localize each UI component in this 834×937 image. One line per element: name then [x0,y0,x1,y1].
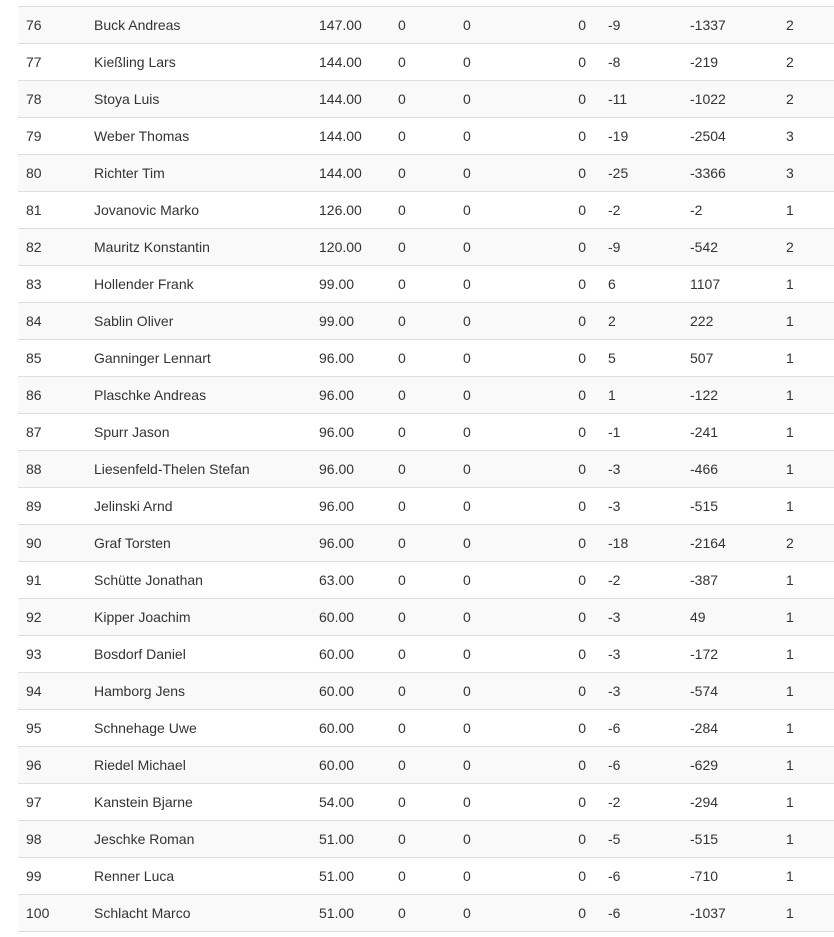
table-row [18,7,834,44]
difference-cell: 1 [608,377,690,414]
player-name-cell: Buck Andreas [94,7,319,44]
value-c-cell: 0 [533,895,608,932]
difference-cell: -8 [608,44,690,81]
table-row [18,562,834,599]
value-c-cell: 0 [533,44,608,81]
points-cell: 96.00 [319,525,398,562]
table-row [18,895,834,932]
player-name-cell: Sablin Oliver [94,303,319,340]
table-row [18,451,834,488]
rank-cell: 92 [18,599,94,636]
difference-cell: -19 [608,118,690,155]
difference-cell: -2 [608,784,690,821]
value-c-cell: 0 [533,710,608,747]
value-b-cell: 0 [463,377,533,414]
value-a-cell: 0 [398,451,463,488]
table-row [18,303,834,340]
table-row [18,821,834,858]
player-name-cell: Plaschke Andreas [94,377,319,414]
value-b-cell: 0 [463,303,533,340]
value-b-cell: 0 [463,340,533,377]
rank-cell: 79 [18,118,94,155]
value-c-cell: 0 [533,747,608,784]
points-cell: 51.00 [319,895,398,932]
difference-cell: -6 [608,858,690,895]
count-cell: 1 [786,895,834,932]
value-a-cell: 0 [398,636,463,673]
player-name-cell: Hamborg Jens [94,673,319,710]
score-diff-cell: -172 [690,636,786,673]
points-cell: 144.00 [319,44,398,81]
rank-cell: 87 [18,414,94,451]
player-name-cell: Hollender Frank [94,266,319,303]
value-c-cell: 0 [533,340,608,377]
rank-cell: 97 [18,784,94,821]
player-name-cell: Mauritz Konstantin [94,229,319,266]
player-name-cell: Jeschke Roman [94,821,319,858]
count-cell: 1 [786,340,834,377]
value-a-cell: 0 [398,562,463,599]
difference-cell: -9 [608,229,690,266]
value-a-cell: 0 [398,118,463,155]
value-b-cell: 0 [463,784,533,821]
points-cell: 54.00 [319,784,398,821]
value-c-cell: 0 [533,266,608,303]
difference-cell: -6 [608,747,690,784]
points-cell: 99.00 [319,266,398,303]
value-b-cell: 0 [463,858,533,895]
rank-cell: 86 [18,377,94,414]
rank-cell: 100 [18,895,94,932]
points-cell: 96.00 [319,414,398,451]
value-a-cell: 0 [398,895,463,932]
difference-cell: -3 [608,599,690,636]
score-diff-cell: -710 [690,858,786,895]
player-name-cell: Jelinski Arnd [94,488,319,525]
value-c-cell: 0 [533,488,608,525]
points-cell: 120.00 [319,229,398,266]
count-cell: 1 [786,599,834,636]
value-a-cell: 0 [398,414,463,451]
table-row [18,155,834,192]
count-cell: 1 [786,377,834,414]
value-a-cell: 0 [398,377,463,414]
difference-cell: -3 [608,673,690,710]
count-cell: 2 [786,7,834,44]
table-row [18,266,834,303]
table-row [18,784,834,821]
rank-cell: 84 [18,303,94,340]
player-name-cell: Bosdorf Daniel [94,636,319,673]
value-c-cell: 0 [533,451,608,488]
rank-cell: 77 [18,44,94,81]
rank-cell: 95 [18,710,94,747]
player-name-cell: Kanstein Bjarne [94,784,319,821]
table-row [18,858,834,895]
score-diff-cell: -387 [690,562,786,599]
value-c-cell: 0 [533,599,608,636]
value-b-cell: 0 [463,673,533,710]
table-row [18,414,834,451]
value-b-cell: 0 [463,562,533,599]
value-b-cell: 0 [463,488,533,525]
table-row [18,710,834,747]
difference-cell: -18 [608,525,690,562]
table-row [18,229,834,266]
ranking-table-body [18,7,834,932]
value-b-cell: 0 [463,414,533,451]
points-cell: 60.00 [319,599,398,636]
table-row [18,599,834,636]
score-diff-cell: -219 [690,44,786,81]
value-a-cell: 0 [398,710,463,747]
score-diff-cell: -574 [690,673,786,710]
value-c-cell: 0 [533,525,608,562]
count-cell: 1 [786,821,834,858]
player-name-cell: Kipper Joachim [94,599,319,636]
value-a-cell: 0 [398,192,463,229]
score-diff-cell: 49 [690,599,786,636]
value-a-cell: 0 [398,747,463,784]
points-cell: 60.00 [319,673,398,710]
difference-cell: -25 [608,155,690,192]
player-name-cell: Stoya Luis [94,81,319,118]
value-c-cell: 0 [533,7,608,44]
value-c-cell: 0 [533,636,608,673]
value-a-cell: 0 [398,340,463,377]
count-cell: 1 [786,192,834,229]
score-diff-cell: -1337 [690,7,786,44]
value-a-cell: 0 [398,599,463,636]
value-c-cell: 0 [533,784,608,821]
player-name-cell: Jovanovic Marko [94,192,319,229]
rank-cell: 80 [18,155,94,192]
count-cell: 2 [786,81,834,118]
count-cell: 1 [786,710,834,747]
ranking-table [18,6,834,932]
rank-cell: 98 [18,821,94,858]
value-a-cell: 0 [398,821,463,858]
points-cell: 96.00 [319,340,398,377]
score-diff-cell: -122 [690,377,786,414]
difference-cell: -3 [608,451,690,488]
rank-cell: 82 [18,229,94,266]
value-c-cell: 0 [533,858,608,895]
player-name-cell: Schütte Jonathan [94,562,319,599]
points-cell: 144.00 [319,118,398,155]
count-cell: 1 [786,636,834,673]
player-name-cell: Weber Thomas [94,118,319,155]
count-cell: 1 [786,303,834,340]
difference-cell: -5 [608,821,690,858]
player-name-cell: Schnehage Uwe [94,710,319,747]
score-diff-cell: -542 [690,229,786,266]
value-c-cell: 0 [533,155,608,192]
table-row [18,44,834,81]
value-a-cell: 0 [398,303,463,340]
ranking-table-container [18,6,834,932]
difference-cell: -2 [608,562,690,599]
value-a-cell: 0 [398,266,463,303]
value-b-cell: 0 [463,266,533,303]
score-diff-cell: -1022 [690,81,786,118]
points-cell: 126.00 [319,192,398,229]
points-cell: 63.00 [319,562,398,599]
count-cell: 1 [786,858,834,895]
value-a-cell: 0 [398,858,463,895]
value-b-cell: 0 [463,599,533,636]
value-c-cell: 0 [533,81,608,118]
score-diff-cell: -294 [690,784,786,821]
count-cell: 2 [786,229,834,266]
rank-cell: 78 [18,81,94,118]
value-a-cell: 0 [398,44,463,81]
score-diff-cell: -2 [690,192,786,229]
difference-cell: 2 [608,303,690,340]
value-a-cell: 0 [398,155,463,192]
score-diff-cell: -629 [690,747,786,784]
count-cell: 3 [786,155,834,192]
player-name-cell: Graf Torsten [94,525,319,562]
table-row [18,192,834,229]
count-cell: 1 [786,488,834,525]
score-diff-cell: -466 [690,451,786,488]
table-row [18,488,834,525]
difference-cell: -1 [608,414,690,451]
score-diff-cell: -515 [690,488,786,525]
rank-cell: 85 [18,340,94,377]
difference-cell: 6 [608,266,690,303]
difference-cell: 5 [608,340,690,377]
score-diff-cell: -241 [690,414,786,451]
table-row [18,636,834,673]
difference-cell: -3 [608,636,690,673]
value-b-cell: 0 [463,118,533,155]
rank-cell: 81 [18,192,94,229]
score-diff-cell: -3366 [690,155,786,192]
table-row [18,673,834,710]
value-b-cell: 0 [463,7,533,44]
player-name-cell: Riedel Michael [94,747,319,784]
rank-cell: 89 [18,488,94,525]
value-c-cell: 0 [533,192,608,229]
rank-cell: 91 [18,562,94,599]
value-b-cell: 0 [463,192,533,229]
points-cell: 147.00 [319,7,398,44]
count-cell: 2 [786,44,834,81]
points-cell: 99.00 [319,303,398,340]
difference-cell: -6 [608,710,690,747]
table-row [18,81,834,118]
count-cell: 1 [786,747,834,784]
rank-cell: 96 [18,747,94,784]
player-name-cell: Renner Luca [94,858,319,895]
count-cell: 1 [786,562,834,599]
value-a-cell: 0 [398,229,463,266]
value-b-cell: 0 [463,821,533,858]
rank-cell: 88 [18,451,94,488]
points-cell: 96.00 [319,377,398,414]
count-cell: 1 [786,414,834,451]
score-diff-cell: -2504 [690,118,786,155]
value-b-cell: 0 [463,710,533,747]
difference-cell: -3 [608,488,690,525]
table-row [18,525,834,562]
value-c-cell: 0 [533,377,608,414]
value-a-cell: 0 [398,81,463,118]
value-b-cell: 0 [463,451,533,488]
score-diff-cell: -284 [690,710,786,747]
difference-cell: -2 [608,192,690,229]
table-row [18,340,834,377]
points-cell: 96.00 [319,451,398,488]
value-b-cell: 0 [463,636,533,673]
points-cell: 51.00 [319,821,398,858]
value-a-cell: 0 [398,784,463,821]
player-name-cell: Ganninger Lennart [94,340,319,377]
value-c-cell: 0 [533,303,608,340]
player-name-cell: Kießling Lars [94,44,319,81]
difference-cell: -6 [608,895,690,932]
rank-cell: 99 [18,858,94,895]
value-a-cell: 0 [398,7,463,44]
count-cell: 1 [786,266,834,303]
value-a-cell: 0 [398,525,463,562]
rank-cell: 83 [18,266,94,303]
count-cell: 3 [786,118,834,155]
value-b-cell: 0 [463,44,533,81]
value-c-cell: 0 [533,414,608,451]
value-c-cell: 0 [533,229,608,266]
value-c-cell: 0 [533,118,608,155]
points-cell: 60.00 [319,636,398,673]
rank-cell: 94 [18,673,94,710]
count-cell: 2 [786,525,834,562]
rank-cell: 90 [18,525,94,562]
count-cell: 1 [786,673,834,710]
difference-cell: -11 [608,81,690,118]
rank-cell: 93 [18,636,94,673]
value-c-cell: 0 [533,673,608,710]
score-diff-cell: 507 [690,340,786,377]
score-diff-cell: -2164 [690,525,786,562]
difference-cell: -9 [608,7,690,44]
table-row [18,747,834,784]
count-cell: 1 [786,784,834,821]
score-diff-cell: 222 [690,303,786,340]
points-cell: 60.00 [319,710,398,747]
value-c-cell: 0 [533,821,608,858]
score-diff-cell: -1037 [690,895,786,932]
points-cell: 144.00 [319,155,398,192]
value-b-cell: 0 [463,81,533,118]
points-cell: 60.00 [319,747,398,784]
table-row [18,118,834,155]
value-c-cell: 0 [533,562,608,599]
value-b-cell: 0 [463,229,533,266]
points-cell: 51.00 [319,858,398,895]
points-cell: 96.00 [319,488,398,525]
rank-cell: 76 [18,7,94,44]
player-name-cell: Richter Tim [94,155,319,192]
value-a-cell: 0 [398,488,463,525]
value-a-cell: 0 [398,673,463,710]
value-b-cell: 0 [463,155,533,192]
player-name-cell: Spurr Jason [94,414,319,451]
value-b-cell: 0 [463,525,533,562]
table-row [18,377,834,414]
score-diff-cell: -515 [690,821,786,858]
player-name-cell: Liesenfeld-Thelen Stefan [94,451,319,488]
value-b-cell: 0 [463,895,533,932]
player-name-cell: Schlacht Marco [94,895,319,932]
value-b-cell: 0 [463,747,533,784]
score-diff-cell: 1107 [690,266,786,303]
points-cell: 144.00 [319,81,398,118]
count-cell: 1 [786,451,834,488]
